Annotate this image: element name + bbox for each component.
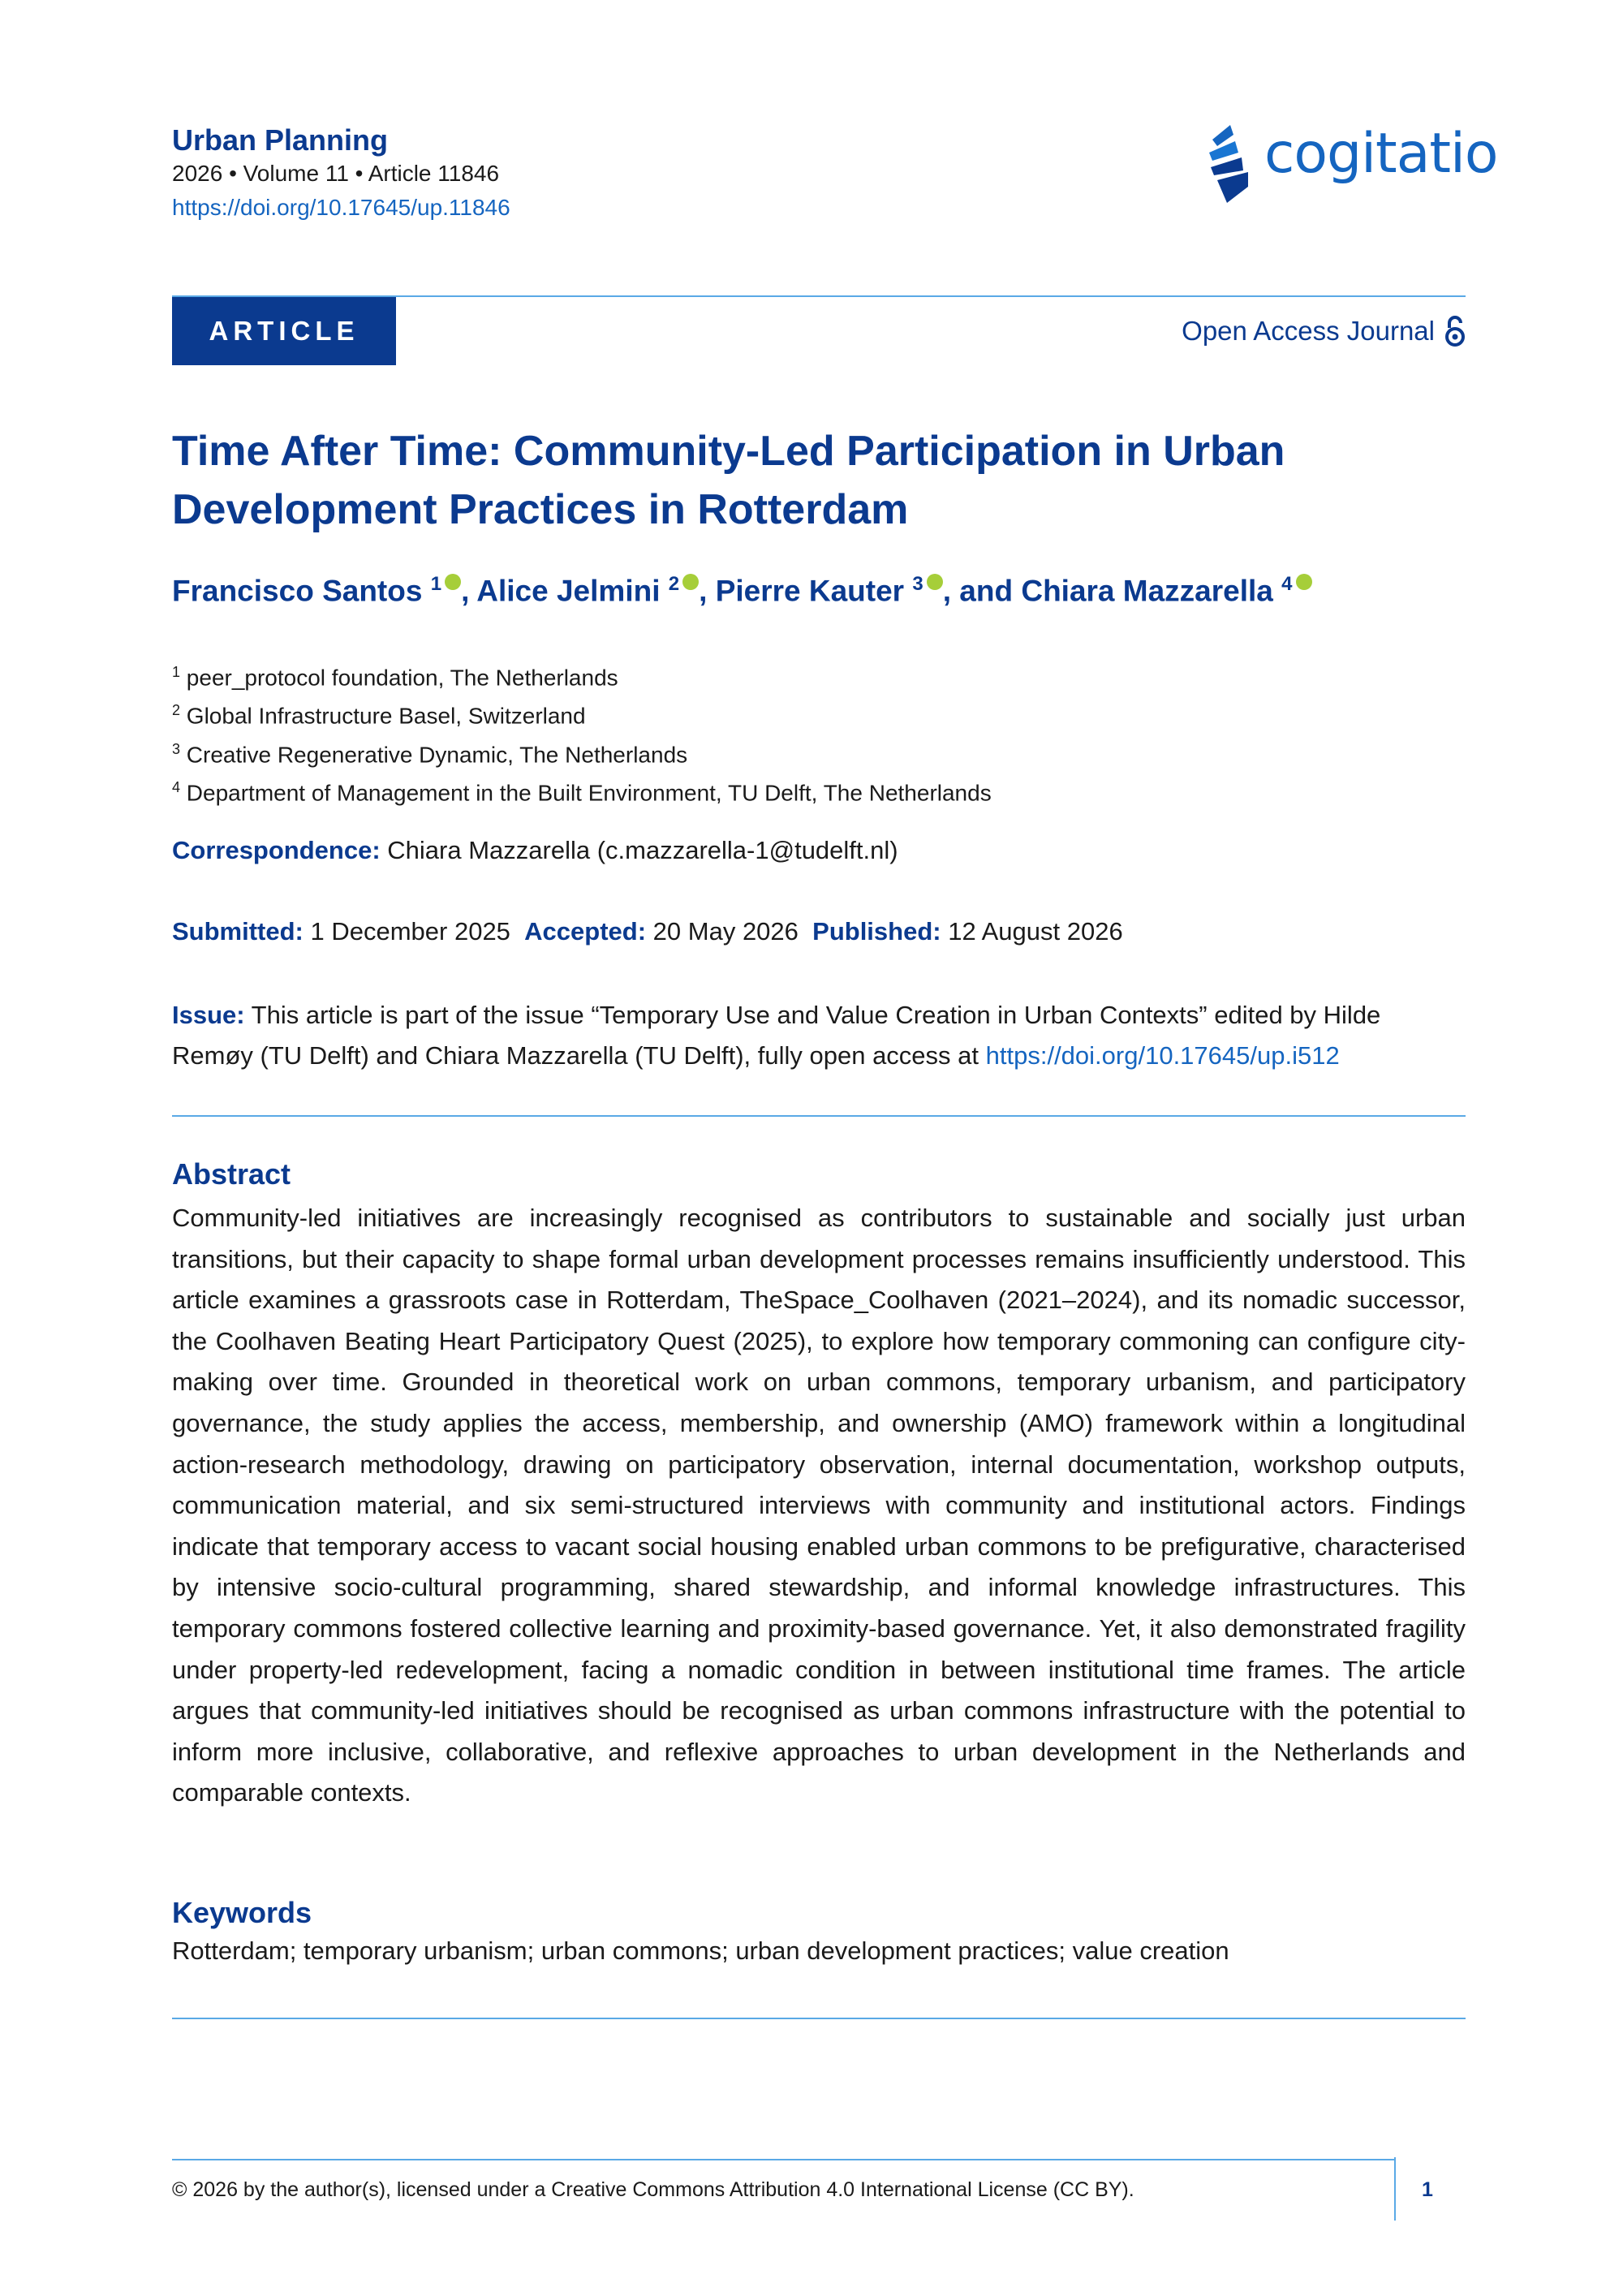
published-label: Published: bbox=[812, 917, 941, 946]
accepted-date: 20 May 2026 bbox=[652, 917, 799, 946]
affiliation-number: 4 bbox=[172, 778, 181, 795]
correspondence-value[interactable]: Chiara Mazzarella (c.mazzarella-1@tudelft.nl) bbox=[387, 836, 898, 864]
page-number: 1 bbox=[1422, 2178, 1433, 2201]
affiliation-text: Creative Regenerative Dynamic, The Netherlands bbox=[186, 741, 688, 767]
open-access-text: Open Access Journal bbox=[1182, 316, 1435, 346]
orcid-icon[interactable] bbox=[1296, 574, 1312, 590]
open-access-lock-icon bbox=[1444, 315, 1466, 347]
section-rule bbox=[172, 1115, 1466, 1117]
accepted-label: Accepted: bbox=[524, 917, 647, 946]
issue-label: Issue: bbox=[172, 1001, 245, 1029]
orcid-icon[interactable] bbox=[927, 574, 943, 590]
journal-doi-link[interactable]: https://doi.org/10.17645/up.11846 bbox=[172, 195, 510, 220]
author-affiliation-number: 2 bbox=[668, 573, 680, 595]
journal-name: Urban Planning bbox=[172, 123, 389, 157]
affiliation-text: peer_protocol foundation, The Netherlands bbox=[186, 665, 618, 691]
keywords-heading: Keywords bbox=[172, 1896, 312, 1929]
footer-rule bbox=[172, 2159, 1394, 2160]
author-list bbox=[172, 573, 1552, 608]
author-separator: , and bbox=[942, 574, 1022, 608]
affiliation-list bbox=[172, 656, 992, 809]
affiliation-item bbox=[172, 694, 992, 732]
license-text: © 2026 by the author(s), licensed under a Creative Commons Attribution 4.0 International License (CC BY). bbox=[172, 2178, 1134, 2201]
affiliation-text: Department of Management in the Built Environment, TU Delft, The Netherlands bbox=[186, 780, 992, 806]
author-affiliation-number: 4 bbox=[1281, 573, 1293, 595]
correspondence bbox=[172, 836, 898, 865]
journal-meta: 2026 • Volume 11 • Article 11846 bbox=[172, 161, 500, 186]
open-access-label bbox=[1182, 315, 1466, 347]
correspondence-label: Correspondence: bbox=[172, 836, 381, 864]
published-date: 12 August 2026 bbox=[948, 917, 1123, 946]
issue-text: This article is part of the issue “Temporary Use and Value Creation in Urban Contexts” edited by Hilde Remøy (TU Delft) and Chiara Mazzarella (TU Delft), fully open access at bbox=[172, 1001, 1381, 1070]
author-name[interactable]: Alice Jelmini bbox=[476, 574, 661, 608]
keywords-text: Rotterdam; temporary urbanism; urban commons; urban development practices; value creation bbox=[172, 1936, 1229, 1965]
affiliation-item bbox=[172, 771, 992, 809]
section-rule bbox=[172, 2018, 1466, 2019]
affiliation-number: 1 bbox=[172, 664, 181, 680]
affiliation-number: 3 bbox=[172, 740, 181, 757]
article-type-badge: ARTICLE bbox=[172, 297, 396, 365]
cogitatio-logo-text: cogitatio bbox=[1264, 122, 1498, 186]
issue-link[interactable]: https://doi.org/10.17645/up.i512 bbox=[985, 1041, 1340, 1070]
abstract-text: Community-led initiatives are increasingly recognised as contributors to sustainable and socially just urban transitions, but their capacity to shape formal urban development processes remains insufficiently understood. This article examines a grassroots case in Rotterdam, TheSpace_Coolhaven (2021–2024), and its nomadic successor, the Coolhaven Beating Heart Participatory Quest (2025), to explore how temporary commoning can configure city-making over time. Grounded in theoretical work on urban commons, temporary urbanism, and participatory governance, the study applies the access, membership, and ownership (AMO) framework within a longitudinal action-research methodology, drawing on participatory observation, internal documentation, workshop outputs, communication material, and six semi-structured interviews with community and institutional actors. Findings indicate that temporary access to vacant social housing enabled urban commons to be prefigurative, characterised by intensive socio-cultural programming, shared stewardship, and informal knowledge infrastructures. This temporary commons fostered collective learning and proximity-based governance. Yet, it also demonstrated fragility under property-led redevelopment, facing a nomadic condition in between institutional time frames. The article argues that community-led initiatives should be recognised as urban commons infrastructure with the potential to inform more inclusive, collaborative, and reflexive approaches to urban development in the Netherlands and comparable contexts. bbox=[172, 1204, 1466, 1807]
affiliation-item bbox=[172, 733, 992, 771]
author-affiliation-number: 3 bbox=[912, 573, 923, 595]
author-affiliation-number: 1 bbox=[430, 573, 442, 595]
author-separator: , bbox=[699, 574, 716, 608]
author-name[interactable]: Pierre Kauter bbox=[715, 574, 905, 608]
author-name[interactable]: Chiara Mazzarella bbox=[1021, 574, 1273, 608]
abstract-heading: Abstract bbox=[172, 1157, 291, 1191]
affiliation-item bbox=[172, 656, 992, 694]
submitted-date: 1 December 2025 bbox=[310, 917, 510, 946]
cogitatio-logo-icon bbox=[1206, 122, 1263, 206]
orcid-icon[interactable] bbox=[682, 574, 699, 590]
issue-note bbox=[172, 995, 1466, 1076]
footer-divider bbox=[1394, 2157, 1396, 2221]
publication-dates bbox=[172, 917, 1123, 946]
affiliation-number: 2 bbox=[172, 702, 181, 719]
orcid-icon[interactable] bbox=[445, 574, 461, 590]
author-name[interactable]: Francisco Santos bbox=[172, 574, 423, 608]
affiliation-text: Global Infrastructure Basel, Switzerland bbox=[186, 703, 586, 729]
author-separator: , bbox=[461, 574, 477, 608]
article-title: Time After Time: Community-Led Participation in Urban Development Practices in Rotterdam bbox=[172, 428, 1285, 533]
submitted-label: Submitted: bbox=[172, 917, 304, 946]
